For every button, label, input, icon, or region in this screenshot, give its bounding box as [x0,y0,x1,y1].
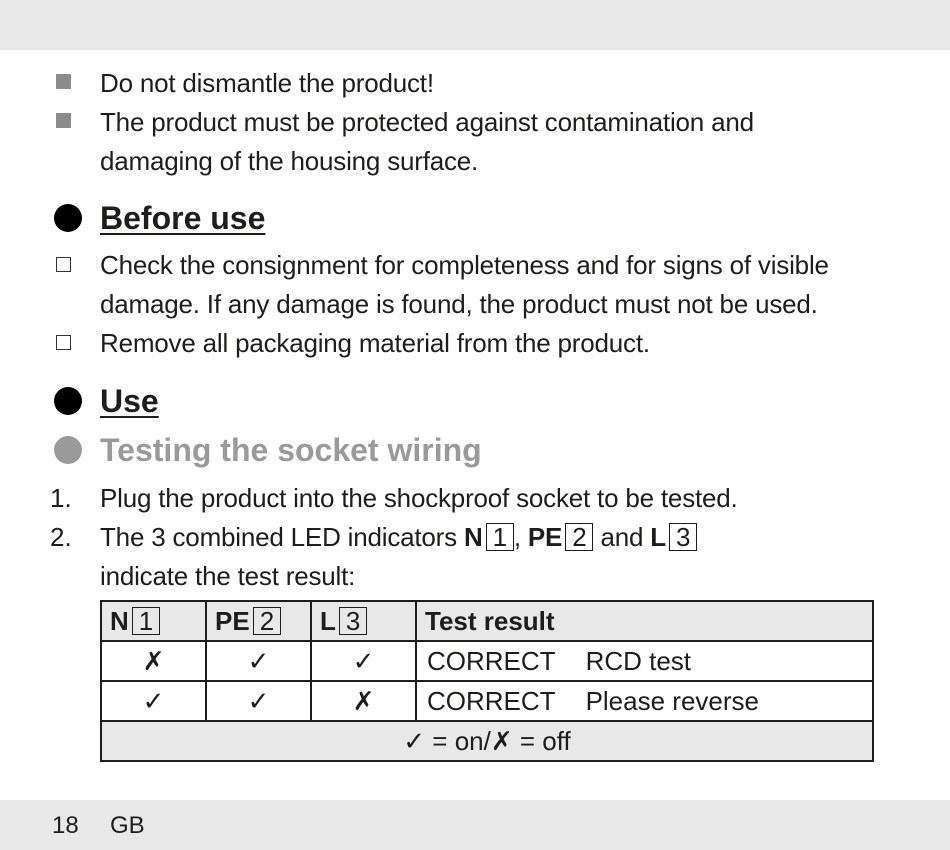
table-legend-row [101,721,873,761]
step-text: Plug the product into the shockproof socket to be tested. [100,483,738,513]
l-label: L [650,522,666,552]
checklist-text: Check the consignment for completeness and for signs of visible [100,250,829,280]
cell-pe: ✓ [206,681,311,721]
cell-n: ✓ [101,681,206,721]
step-number: 2. [50,522,72,552]
cell-l: ✗ [311,681,416,721]
subsection-title-testing: Testing the socket wiring [100,432,482,468]
checklist-text: damage. If any damage is found, the product must not be used. [100,289,818,319]
and-word: and [600,522,644,552]
section-dot [54,204,82,232]
cell-pe: ✓ [206,641,311,681]
checkbox-bullet [56,335,71,350]
header-pe: PE 2 [206,601,311,641]
cell-l: ✓ [311,641,416,681]
checkbox-bullet [56,257,71,272]
section-title-use: Use [100,383,159,419]
header-l: L 3 [311,601,416,641]
warning-text: Do not dismantle the product! [100,68,434,98]
cell-n: ✗ [101,641,206,681]
pe-label: PE [527,522,563,552]
pe-ref-box: 2 [565,523,593,551]
table-row [101,641,873,681]
cell-result: CORRECT RCD test [416,641,873,681]
step-text-before: The 3 combined LED indicators [100,522,457,552]
step-number: 1. [50,483,72,513]
n-label: N [463,522,483,552]
subsection-dot [54,436,82,464]
table-row [101,681,873,721]
warning-text: The product must be protected against contamination and [100,107,754,137]
grey-square-bullet [56,74,71,89]
header-n: N 1 [101,601,206,641]
grey-square-bullet [56,113,71,128]
section-title-before-use: Before use [100,200,266,236]
l-ref-box: 3 [669,523,697,551]
step-text: indicate the test result: [100,561,356,591]
legend-cell: ✓ = on/✗ = off [101,721,873,761]
n-ref-box: 1 [486,523,514,551]
step-text: The 3 combined LED indicators N 1 , PE 2 and L 3 [100,522,697,552]
section-dot [54,387,82,415]
language-code: GB [110,812,145,839]
warning-text: damaging of the housing surface. [100,146,479,176]
checklist-text: Remove all packaging material from the product. [100,328,650,358]
test-result-table [100,600,874,762]
page-number: 18 [52,812,79,839]
header-result: Test result [416,601,873,641]
cell-result: CORRECT Please reverse [416,681,873,721]
top-band [0,0,950,50]
table-header-row [101,601,873,641]
